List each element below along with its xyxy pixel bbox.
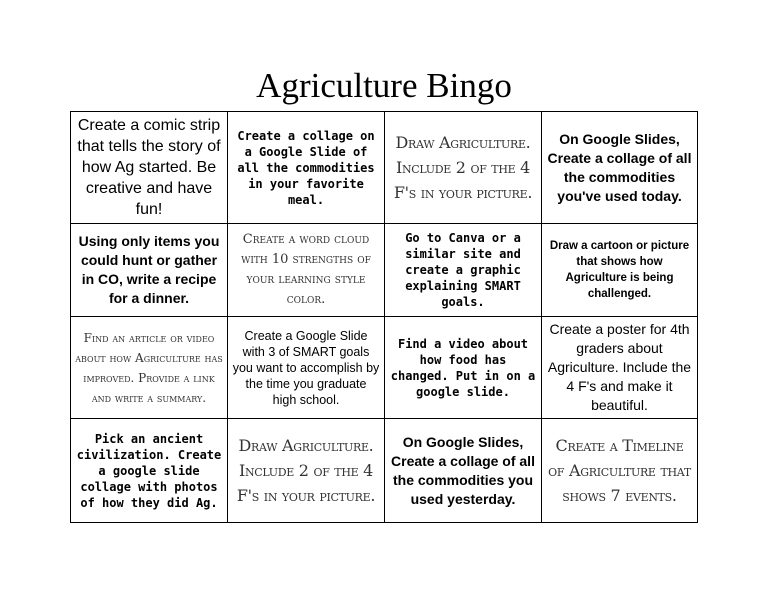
bingo-cell: Pick an ancient civilization. Create a google slide collage with photos of how they did Ag. bbox=[71, 419, 228, 523]
bingo-cell: Draw Agriculture. Include 2 of the 4 F's in your picture. bbox=[228, 419, 385, 523]
bingo-cell: Create a comic strip that tells the story of how Ag started. Be creative and have fun! bbox=[71, 112, 228, 224]
bingo-row bbox=[71, 224, 698, 317]
bingo-cell: Draw Agriculture. Include 2 of the 4 F's in your picture. bbox=[385, 112, 542, 224]
bingo-row bbox=[71, 112, 698, 224]
page-title: Agriculture Bingo bbox=[256, 66, 512, 105]
bingo-row bbox=[71, 419, 698, 523]
bingo-cell: Create a word cloud with 10 strengths of your learning style color. bbox=[228, 224, 385, 317]
bingo-cell: On Google Slides, Create a collage of all the commodities you used yesterday. bbox=[385, 419, 542, 523]
bingo-cell: Find a video about how food has changed. Put in on a google slide. bbox=[385, 317, 542, 419]
bingo-cell: Find an article or video about how Agriculture has improved. Provide a link and write a summary. bbox=[71, 317, 228, 419]
bingo-board bbox=[70, 111, 698, 523]
bingo-cell: Create a poster for 4th graders about Agriculture. Include the 4 F's and make it beautiful. bbox=[542, 317, 698, 419]
bingo-cell: Draw a cartoon or picture that shows how Agriculture is being challenged. bbox=[542, 224, 698, 317]
bingo-cell: On Google Slides, Create a collage of all the commodities you've used today. bbox=[542, 112, 698, 224]
bingo-cell: Go to Canva or a similar site and create a graphic explaining SMART goals. bbox=[385, 224, 542, 317]
bingo-cell: Create a Timeline of Agriculture that shows 7 events. bbox=[542, 419, 698, 523]
bingo-cell: Create a collage on a Google Slide of all the commodities in your favorite meal. bbox=[228, 112, 385, 224]
bingo-cell: Using only items you could hunt or gather in CO, write a recipe for a dinner. bbox=[71, 224, 228, 317]
bingo-cell: Create a Google Slide with 3 of SMART goals you want to accomplish by the time you graduate high school. bbox=[228, 317, 385, 419]
bingo-row bbox=[71, 317, 698, 419]
